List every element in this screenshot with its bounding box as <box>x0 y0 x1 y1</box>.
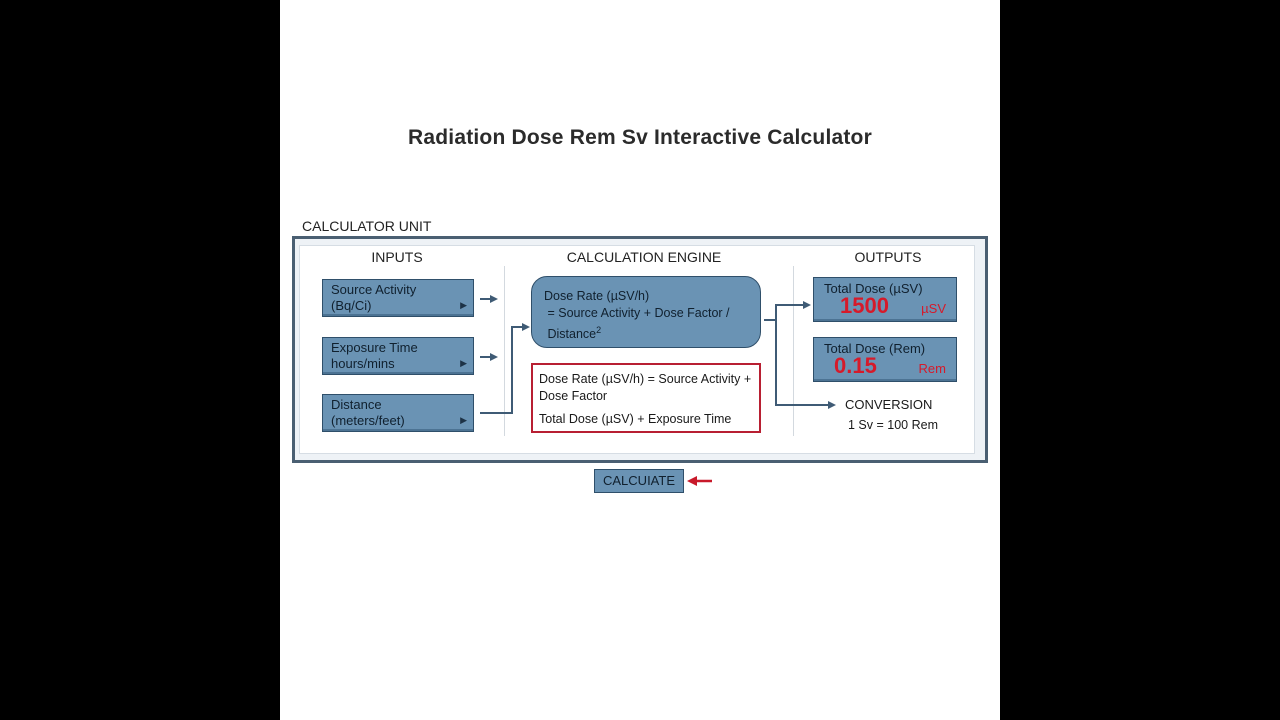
calculator-unit-label: CALCULATOR UNIT <box>302 218 432 234</box>
exposure-time-input[interactable] <box>322 337 474 375</box>
column-divider <box>793 266 794 436</box>
formula-line: Dose Rate (µSV/h) = Source Activity + <box>539 372 752 386</box>
caret-right-icon: ▶ <box>460 300 467 310</box>
total-dose-usv-output <box>813 277 957 322</box>
output-value: 0.15 <box>834 353 877 378</box>
formula-line: Dose Factor <box>539 389 608 403</box>
inputs-heading: INPUTS <box>371 249 423 265</box>
caret-right-icon: ▶ <box>460 358 467 368</box>
engine-heading: CALCULATION ENGINE <box>566 249 722 265</box>
page <box>280 0 1000 720</box>
total-dose-rem-output <box>813 337 957 382</box>
conversion-text: 1 Sv = 100 Rem <box>848 418 938 432</box>
conversion-title: CONVERSION <box>845 397 933 412</box>
formula-box <box>531 363 761 433</box>
engine-line: = Source Activity + Dose Factor / <box>547 306 730 320</box>
input-label: Source Activity <box>331 282 417 297</box>
input-label: Exposure Time <box>331 340 418 355</box>
input-label: Distance <box>331 397 382 412</box>
source-activity-input[interactable] <box>322 279 474 317</box>
calculate-button[interactable]: CALCUIATE <box>594 469 684 493</box>
output-unit: µSV <box>921 301 946 316</box>
output-label: Total Dose (Rem) <box>824 341 926 356</box>
outputs-heading: OUTPUTS <box>854 249 922 265</box>
calculation-engine-box <box>531 276 761 348</box>
distance-input[interactable] <box>322 394 474 432</box>
input-unit: hours/mins <box>331 356 395 371</box>
output-unit: Rem <box>918 361 946 376</box>
input-unit: (Bq/Ci) <box>331 298 372 313</box>
formula-line: Total Dose (µSV) + Exposure Time <box>539 412 732 426</box>
superscript: 2 <box>596 325 602 335</box>
engine-line: Distance$^2$ <box>547 325 602 342</box>
column-divider <box>504 266 505 436</box>
output-value: 1500 <box>840 293 889 318</box>
input-unit: (meters/feet) <box>331 413 405 428</box>
output-label: Total Dose (µSV) <box>824 281 923 296</box>
page-title: Radiation Dose Rem Sv Interactive Calculator <box>408 126 872 149</box>
engine-line: Dose Rate (µSV/h) <box>544 289 650 303</box>
caret-right-icon: ▶ <box>460 415 467 425</box>
